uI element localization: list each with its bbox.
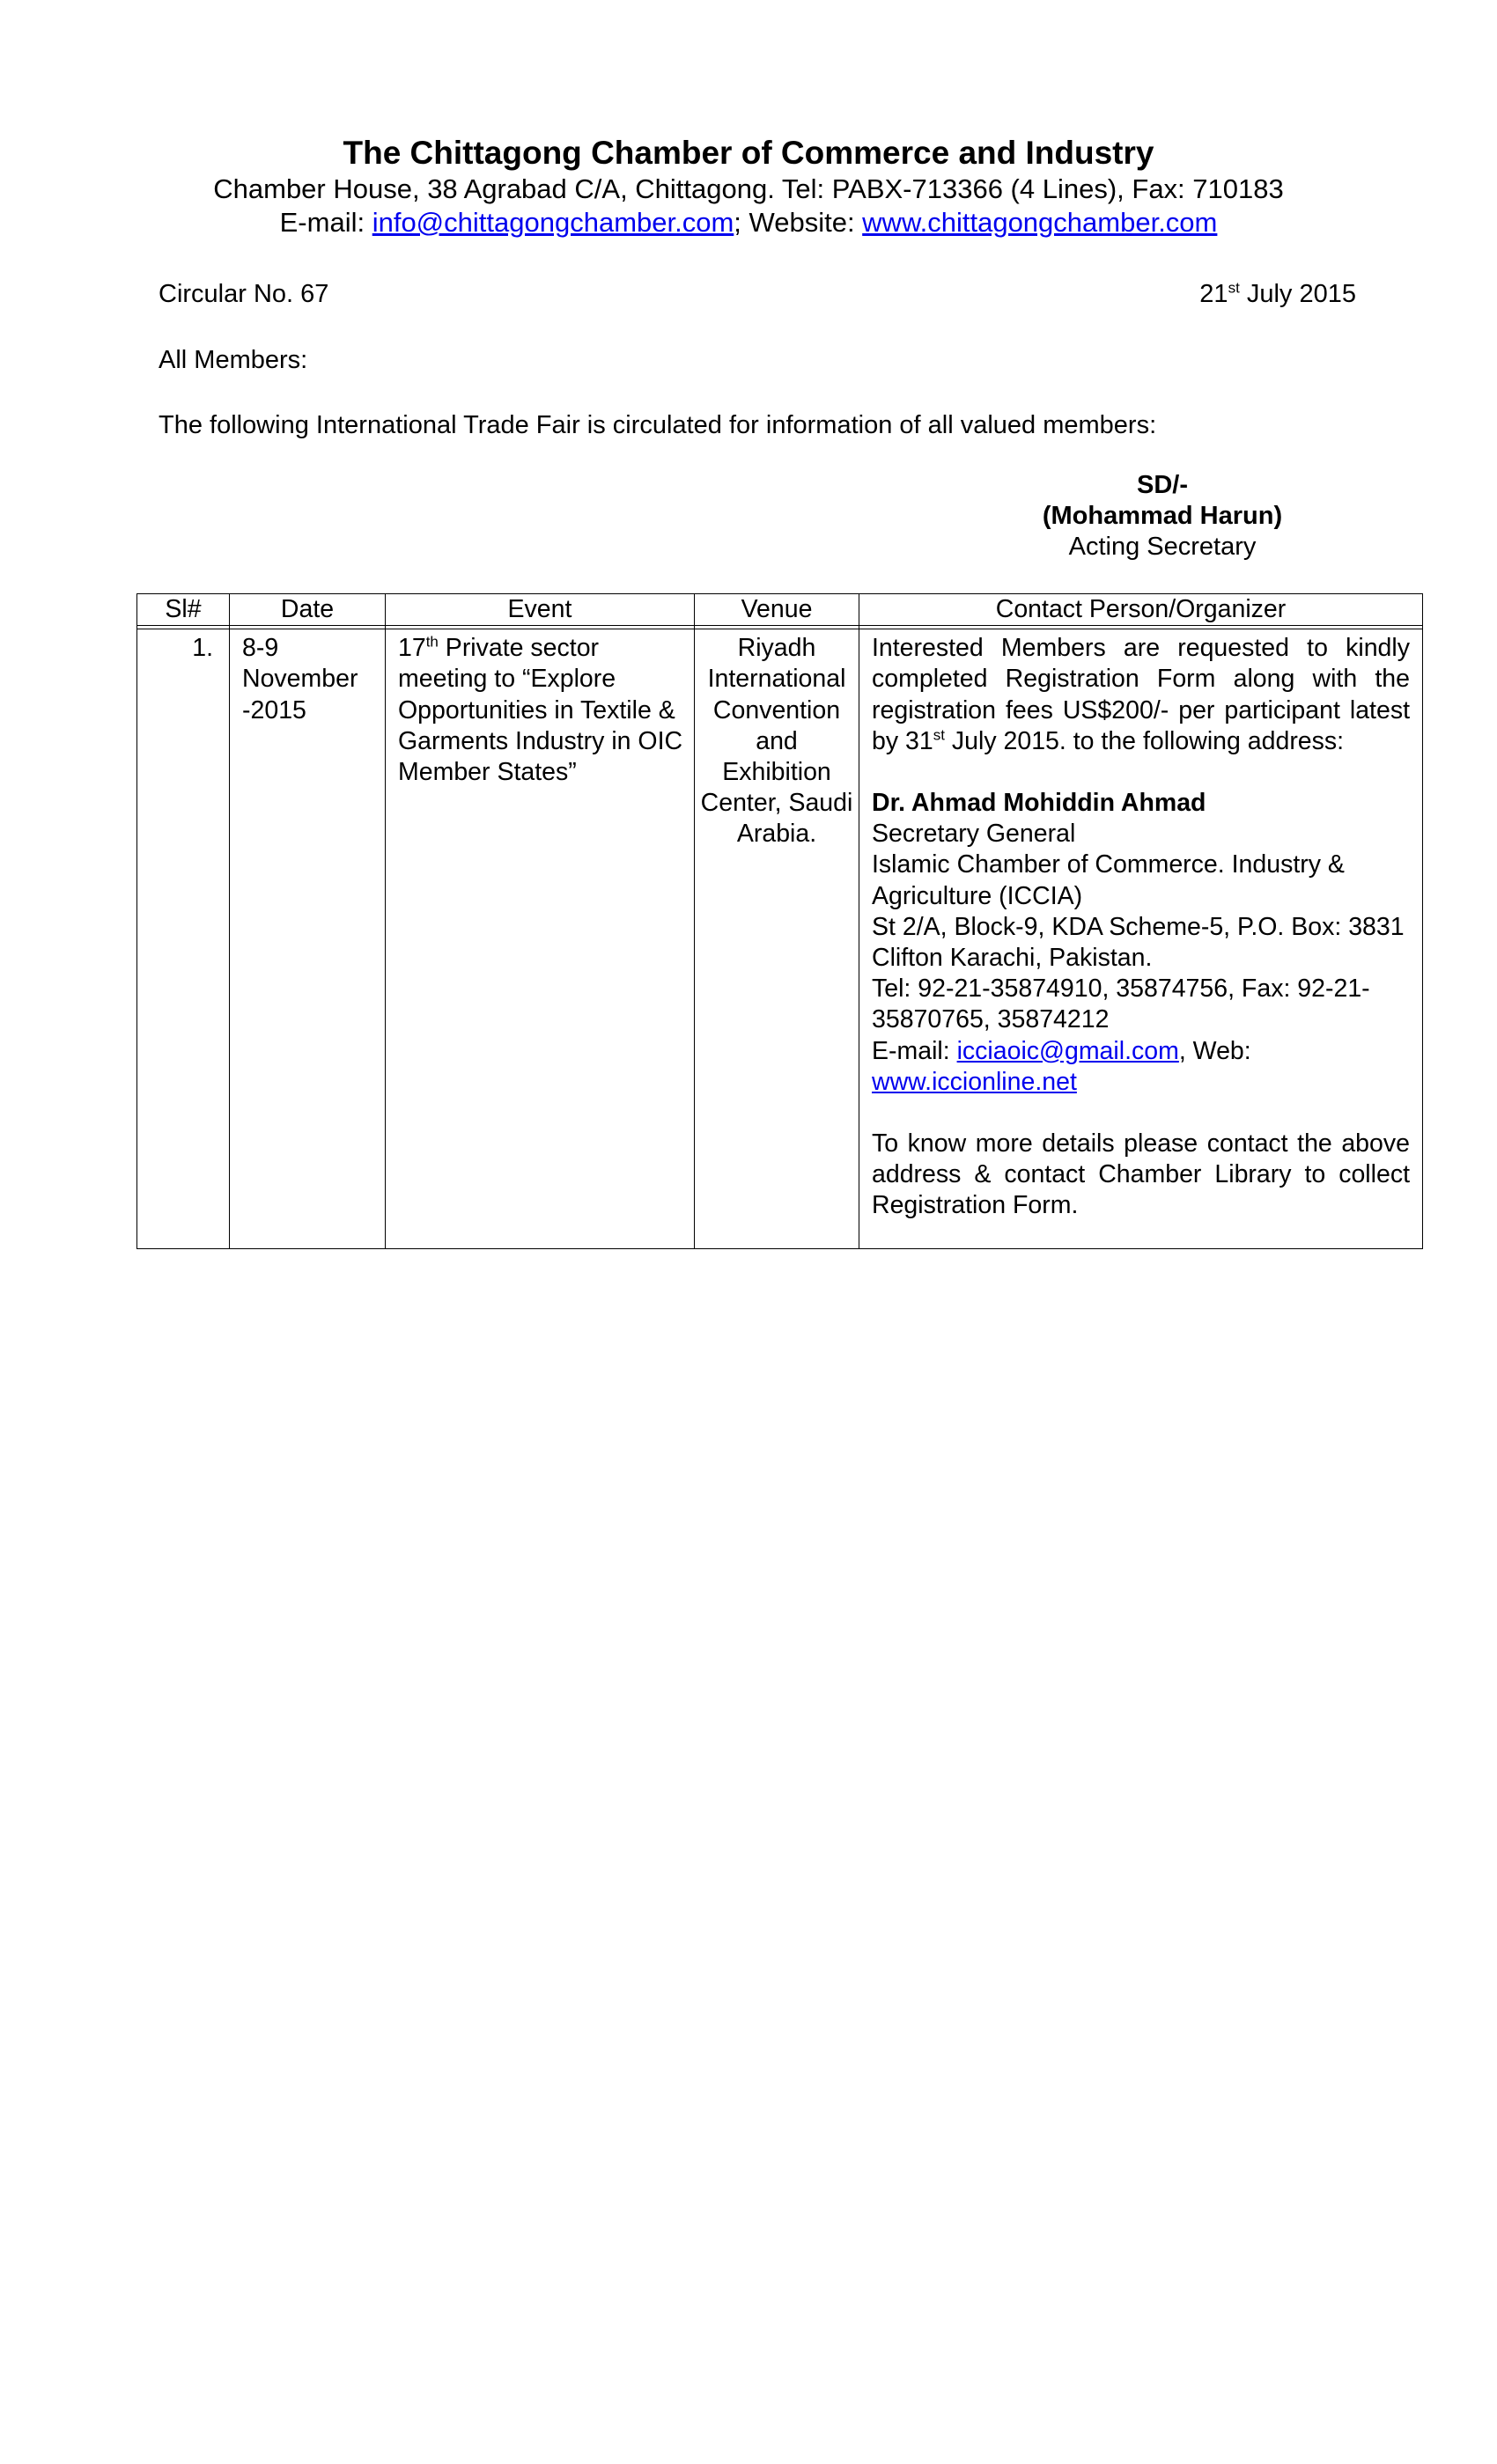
signatory-title: Acting Secretary xyxy=(1068,533,1257,561)
cell-contact xyxy=(859,629,1423,1248)
cell-event xyxy=(386,629,695,1248)
date-day: 21 xyxy=(1199,280,1228,308)
contact-address: St 2/A, Block-9, KDA Scheme-5, P.O. Box: 3831 Clifton Karachi, Pakistan. xyxy=(872,912,1405,973)
contact-web-label: , Web: xyxy=(1178,1036,1251,1065)
header-venue: Venue xyxy=(695,594,859,626)
contact-position: Secretary General xyxy=(872,820,1076,849)
table-row xyxy=(137,629,1423,1248)
email-website-line xyxy=(0,206,1497,239)
spacer xyxy=(872,757,1410,788)
address-line: Chamber House, 38 Agrabad C/A, Chittagong. Tel: PABX-713366 (4 Lines), Fax: 710183 xyxy=(213,173,1284,204)
header-event: Event xyxy=(386,594,695,626)
intro-paragraph: The following International Trade Fair is circulated for information of all valued members: xyxy=(159,411,1157,439)
contact-intro-a: Interested Members are requested to kindly completed Registration Form along with the registration fees US$200/- per participant latest by 31 xyxy=(872,634,1410,755)
cell-date: 8-9 November -2015 xyxy=(230,629,386,1248)
cell-sl: 1. xyxy=(137,629,230,1248)
circular-number: Circular No. 67 xyxy=(159,280,329,308)
website-link[interactable]: www.chittagongchamber.com xyxy=(862,207,1218,238)
header-date: Date xyxy=(230,594,386,626)
salutation: All Members: xyxy=(159,346,308,374)
contact-email-web xyxy=(872,1036,1410,1098)
contact-closing: To know more details please contact the above address & contact Chamber Library to collect Registration Form. xyxy=(872,1129,1410,1220)
contact-phones: Tel: 92-21-35874910, 35874756, Fax: 92-21-35870765, 35874212 xyxy=(872,975,1370,1034)
event-ordinal: 17 xyxy=(398,634,426,663)
event-ordinal-suffix: th xyxy=(425,633,439,651)
signature-block xyxy=(1013,470,1312,563)
contact-web-link[interactable]: www.iccionline.net xyxy=(872,1067,1077,1096)
letterhead xyxy=(0,134,1497,239)
trade-fair-table xyxy=(136,593,1423,1249)
contact-email-link[interactable]: icciaoic@gmail.com xyxy=(956,1036,1179,1065)
date-suffix: st xyxy=(1228,279,1240,297)
email-link[interactable]: info@chittagongchamber.com xyxy=(372,207,734,238)
email-label: E-mail: xyxy=(279,207,372,238)
circular-date xyxy=(1199,278,1356,310)
event-description: Private sector meeting to “Explore Opportunities in Textile & Garments Industry in OIC Member States” xyxy=(398,634,683,787)
contact-intro xyxy=(872,633,1410,757)
date-rest: July 2015 xyxy=(1239,280,1356,308)
contact-intro-b: July 2015. to the following address: xyxy=(944,726,1345,755)
organization-name: The Chittagong Chamber of Commerce and Industry xyxy=(343,135,1154,171)
header-sl: Sl# xyxy=(137,594,230,626)
cell-venue: Riyadh International Convention and Exhibition Center, Saudi Arabia. xyxy=(695,629,859,1248)
contact-person: Dr. Ahmad Mohiddin Ahmad xyxy=(872,789,1206,818)
contact-intro-suffix: st xyxy=(933,726,945,744)
header-contact: Contact Person/Organizer xyxy=(859,594,1423,626)
contact-email-label: E-mail: xyxy=(872,1036,957,1065)
signature-mark: SD/- xyxy=(1137,471,1188,499)
spacer xyxy=(872,1098,1410,1129)
signatory-name: (Mohammad Harun) xyxy=(1042,502,1283,530)
table-header-row xyxy=(137,594,1423,626)
website-label: ; Website: xyxy=(734,207,863,238)
contact-organization: Islamic Chamber of Commerce. Industry & Agriculture (ICCIA) xyxy=(872,850,1345,910)
